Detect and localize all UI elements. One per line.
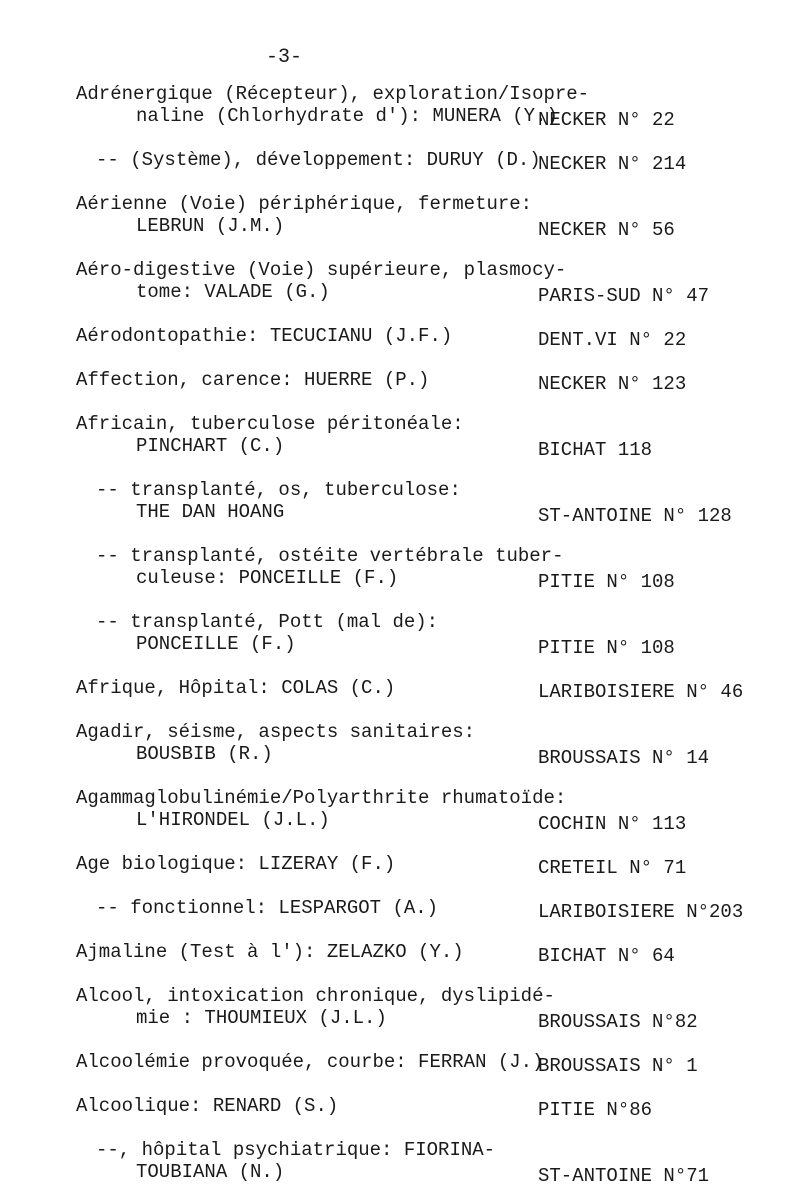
entry-reference: PITIE N°86 <box>538 1099 653 1121</box>
entry-heading: Aérienne (Voie) périphérique, fermeture: <box>76 193 533 215</box>
entry-continuation: THE DAN HOANG <box>136 501 285 523</box>
entry-heading: Agadir, séisme, aspects sanitaires: <box>76 721 476 743</box>
entry-heading: Agammaglobulinémie/Polyarthrite rhumatoïde: <box>76 787 567 809</box>
entry-reference: PITIE N° 108 <box>538 571 675 593</box>
entry-reference: BICHAT N° 64 <box>538 945 675 967</box>
entry-reference: BROUSSAIS N° 14 <box>538 747 710 769</box>
entry-heading: Adrénergique (Récepteur), exploration/Isopre- <box>76 83 590 105</box>
entry-heading: Alcoolique: RENARD (S.) <box>76 1095 339 1117</box>
entry-reference: LARIBOISIERE N°203 <box>538 901 744 923</box>
entry-reference: DENT.VI N° 22 <box>538 329 687 351</box>
entry-reference: BROUSSAIS N° 1 <box>538 1055 698 1077</box>
entry-reference: BROUSSAIS N°82 <box>538 1011 698 1033</box>
entry-reference: CRETEIL N° 71 <box>538 857 687 879</box>
entry-continuation: PINCHART (C.) <box>136 435 285 457</box>
entry-continuation: PONCEILLE (F.) <box>136 633 296 655</box>
entry-reference: NECKER N° 214 <box>538 153 687 175</box>
entry-heading: -- transplanté, ostéite vertébrale tuber- <box>96 545 564 567</box>
entry-reference: ST-ANTOINE N°71 <box>538 1165 710 1187</box>
entry-heading: Aérodontopathie: TECUCIANU (J.F.) <box>76 325 453 347</box>
entry-heading: Ajmaline (Test à l'): ZELAZKO (Y.) <box>76 941 464 963</box>
entry-continuation: BOUSBIB (R.) <box>136 743 273 765</box>
entry-continuation: tome: VALADE (G.) <box>136 281 330 303</box>
entry-continuation: mie : THOUMIEUX (J.L.) <box>136 1007 387 1029</box>
entry-reference: NECKER N° 56 <box>538 219 675 241</box>
entry-reference: ST-ANTOINE N° 128 <box>538 505 732 527</box>
entry-heading: Africain, tuberculose péritonéale: <box>76 413 464 435</box>
entry-heading: -- transplanté, Pott (mal de): <box>96 611 439 633</box>
entry-reference: NECKER N° 22 <box>538 109 675 131</box>
entry-continuation: naline (Chlorhydrate d'): MUNERA (Y.) <box>136 105 558 127</box>
entry-heading: Afrique, Hôpital: COLAS (C.) <box>76 677 396 699</box>
entry-reference: LARIBOISIERE N° 46 <box>538 681 744 703</box>
entry-heading: Affection, carence: HUERRE (P.) <box>76 369 430 391</box>
entry-heading: --, hôpital psychiatrique: FIORINA- <box>96 1139 496 1161</box>
entry-reference: PARIS-SUD N° 47 <box>538 285 710 307</box>
entry-heading: Age biologique: LIZERAY (F.) <box>76 853 396 875</box>
entry-reference: PITIE N° 108 <box>538 637 675 659</box>
entry-continuation: TOUBIANA (N.) <box>136 1161 285 1183</box>
entry-continuation: L'HIRONDEL (J.L.) <box>136 809 330 831</box>
page-number: -3- <box>266 46 303 69</box>
entry-heading: -- (Système), développement: DURUY (D.) <box>96 149 541 171</box>
entry-reference: NECKER N° 123 <box>538 373 687 395</box>
entry-heading: -- fonctionnel: LESPARGOT (A.) <box>96 897 439 919</box>
entry-continuation: culeuse: PONCEILLE (F.) <box>136 567 399 589</box>
entry-continuation: LEBRUN (J.M.) <box>136 215 285 237</box>
entry-heading: Aéro-digestive (Voie) supérieure, plasmocy- <box>76 259 567 281</box>
entry-heading: Alcool, intoxication chronique, dyslipidé- <box>76 985 555 1007</box>
entry-heading: -- transplanté, os, tuberculose: <box>96 479 461 501</box>
entry-reference: BICHAT 118 <box>538 439 653 461</box>
entry-reference: COCHIN N° 113 <box>538 813 687 835</box>
entry-heading: Alcoolémie provoquée, courbe: FERRAN (J.) <box>76 1051 544 1073</box>
